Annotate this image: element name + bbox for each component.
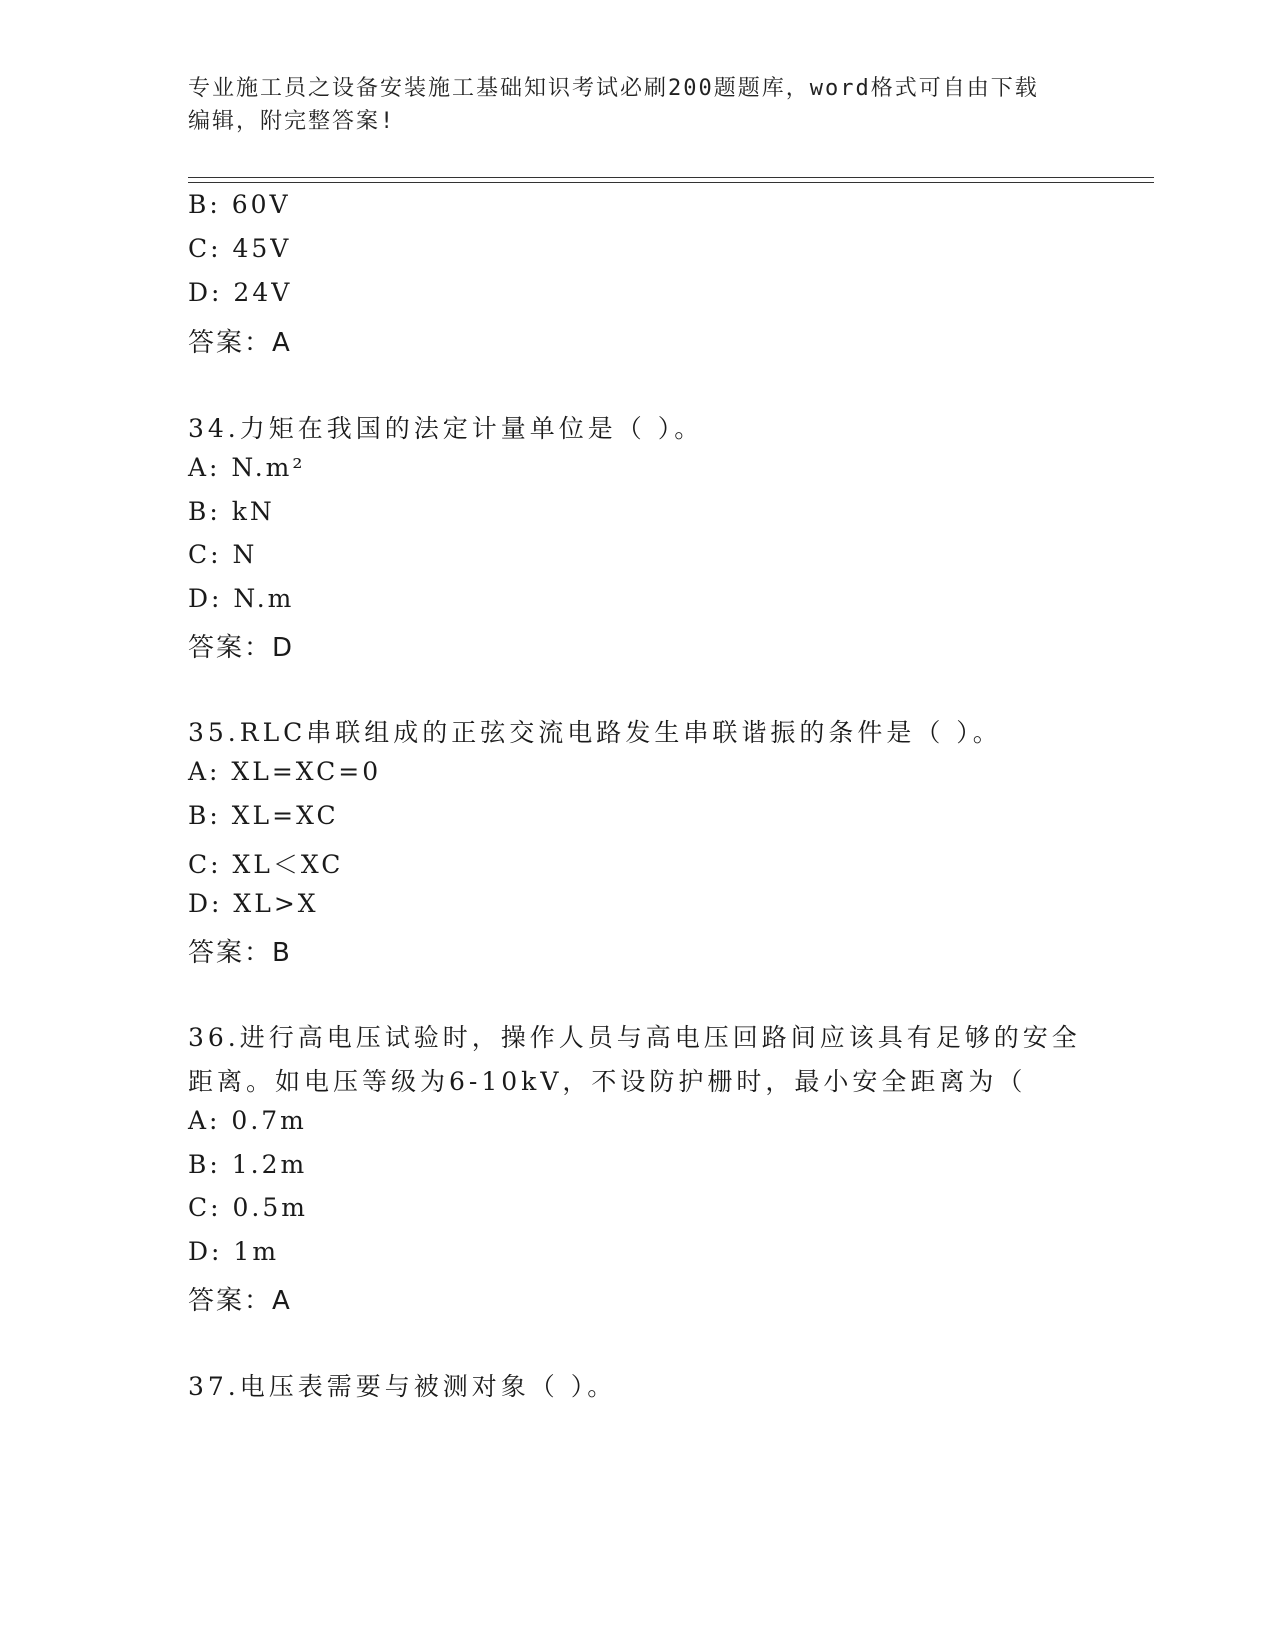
q37-question: 37.电压表需要与被测对象（ ）。 <box>188 1372 617 1401</box>
q33-option-c: C: 45V <box>188 234 292 263</box>
q35-option-a: A: XL=XC=0 <box>188 757 382 786</box>
q35-option-b: B: XL=XC <box>188 801 339 830</box>
q34-option-b: B: kN <box>188 497 275 526</box>
q36-option-d: D: 1m <box>188 1237 280 1266</box>
header-divider-top <box>188 177 1154 178</box>
q35-option-d: D: XL>X <box>188 889 319 918</box>
header-title-line-2: 编辑，附完整答案! <box>188 109 396 134</box>
q36-question-line-2: 距离。如电压等级为6-10kV，不设防护栅时，最小安全距离为（ <box>188 1067 1027 1096</box>
q36-option-a: A: 0.7m <box>188 1106 307 1135</box>
q34-option-c: C: N <box>188 540 258 569</box>
header-divider-bottom <box>188 182 1154 183</box>
q34-option-d: D: N.m <box>188 584 295 613</box>
q35-answer: 答案：B <box>188 938 292 968</box>
q33-option-d: D: 24V <box>188 278 293 307</box>
q36-answer: 答案：A <box>188 1286 292 1316</box>
q34-option-a: A: N.m² <box>188 453 306 482</box>
q33-answer: 答案：A <box>188 328 292 358</box>
header-title-line-1: 专业施工员之设备安装施工基础知识考试必刷200题题库，word格式可自由下载 <box>188 76 1039 101</box>
q34-question: 34.力矩在我国的法定计量单位是（ ）。 <box>188 414 704 443</box>
q36-option-c: C: 0.5m <box>188 1193 308 1222</box>
q35-option-c: C: XL＜XC <box>188 850 344 879</box>
document-header <box>188 72 1068 138</box>
q36-question-line-1: 36.进行高电压试验时，操作人员与高电压回路间应该具有足够的安全 <box>188 1023 1081 1052</box>
q35-question: 35.RLC串联组成的正弦交流电路发生串联谐振的条件是（ ）。 <box>188 718 1002 747</box>
q34-answer: 答案：D <box>188 633 295 663</box>
q33-option-b: B: 60V <box>188 190 291 219</box>
q36-option-b: B: 1.2m <box>188 1150 308 1179</box>
